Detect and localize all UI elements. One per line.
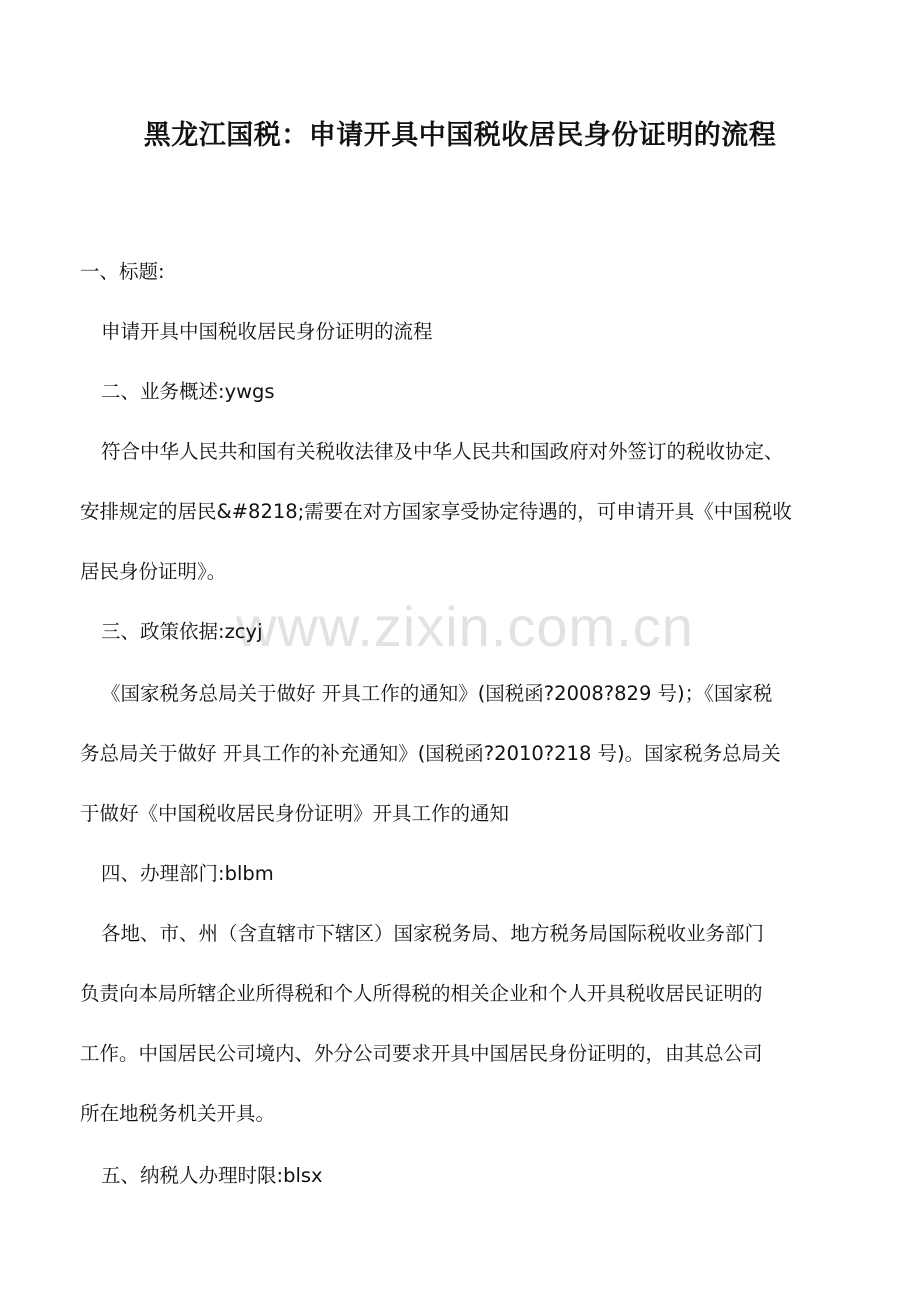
department-paragraph-line-2: 负责向本局所辖企业所得税和个人所得税的相关企业和个人开具税收居民证明的 [80,982,763,1005]
department-paragraph-line-3: 工作。中国居民公司境内、外分公司要求开具中国居民身份证明的，由其总公司 [80,1042,763,1065]
overview-paragraph-line-2: 安排规定的居民&#8218;需要在对方国家享受协定待遇的，可申请开具《中国税收 [80,500,792,523]
department-paragraph-line-4: 所在地税务机关开具。 [80,1102,276,1125]
title-text: 申请开具中国税收居民身份证明的流程 [101,320,433,343]
document-title: 黑龙江国税：申请开具中国税收居民身份证明的流程 [143,120,777,151]
department-paragraph-line-1: 各地、市、州（含直辖市下辖区）国家税务局、地方税务局国际税收业务部门 [101,922,765,945]
policy-paragraph-line-3: 于做好《中国税收居民身份证明》开具工作的通知 [80,802,510,825]
section-heading-department: 四、办理部门:blbm [101,862,274,885]
section-heading-time-limit: 五、纳税人办理时限:blsx [101,1164,323,1187]
section-heading-overview: 二、业务概述:ywgs [101,380,275,403]
policy-paragraph-line-1: 《国家税务总局关于做好 开具工作的通知》(国税函?2008?829 号)；《国家税 [101,682,773,705]
section-heading-policy: 三、政策依据:zcyj [101,620,263,643]
overview-paragraph-line-3: 居民身份证明》。 [80,560,227,583]
watermark: www.zixin.com.cn [236,595,694,658]
policy-paragraph-line-2: 务总局关于做好 开具工作的补充通知》(国税函?2010?218 号)。国家税务总局关 [80,742,781,765]
section-heading-title: 一、标题: [80,260,165,283]
overview-paragraph-line-1: 符合中华人民共和国有关税收法律及中华人民共和国政府对外签订的税收协定、 [101,440,784,463]
